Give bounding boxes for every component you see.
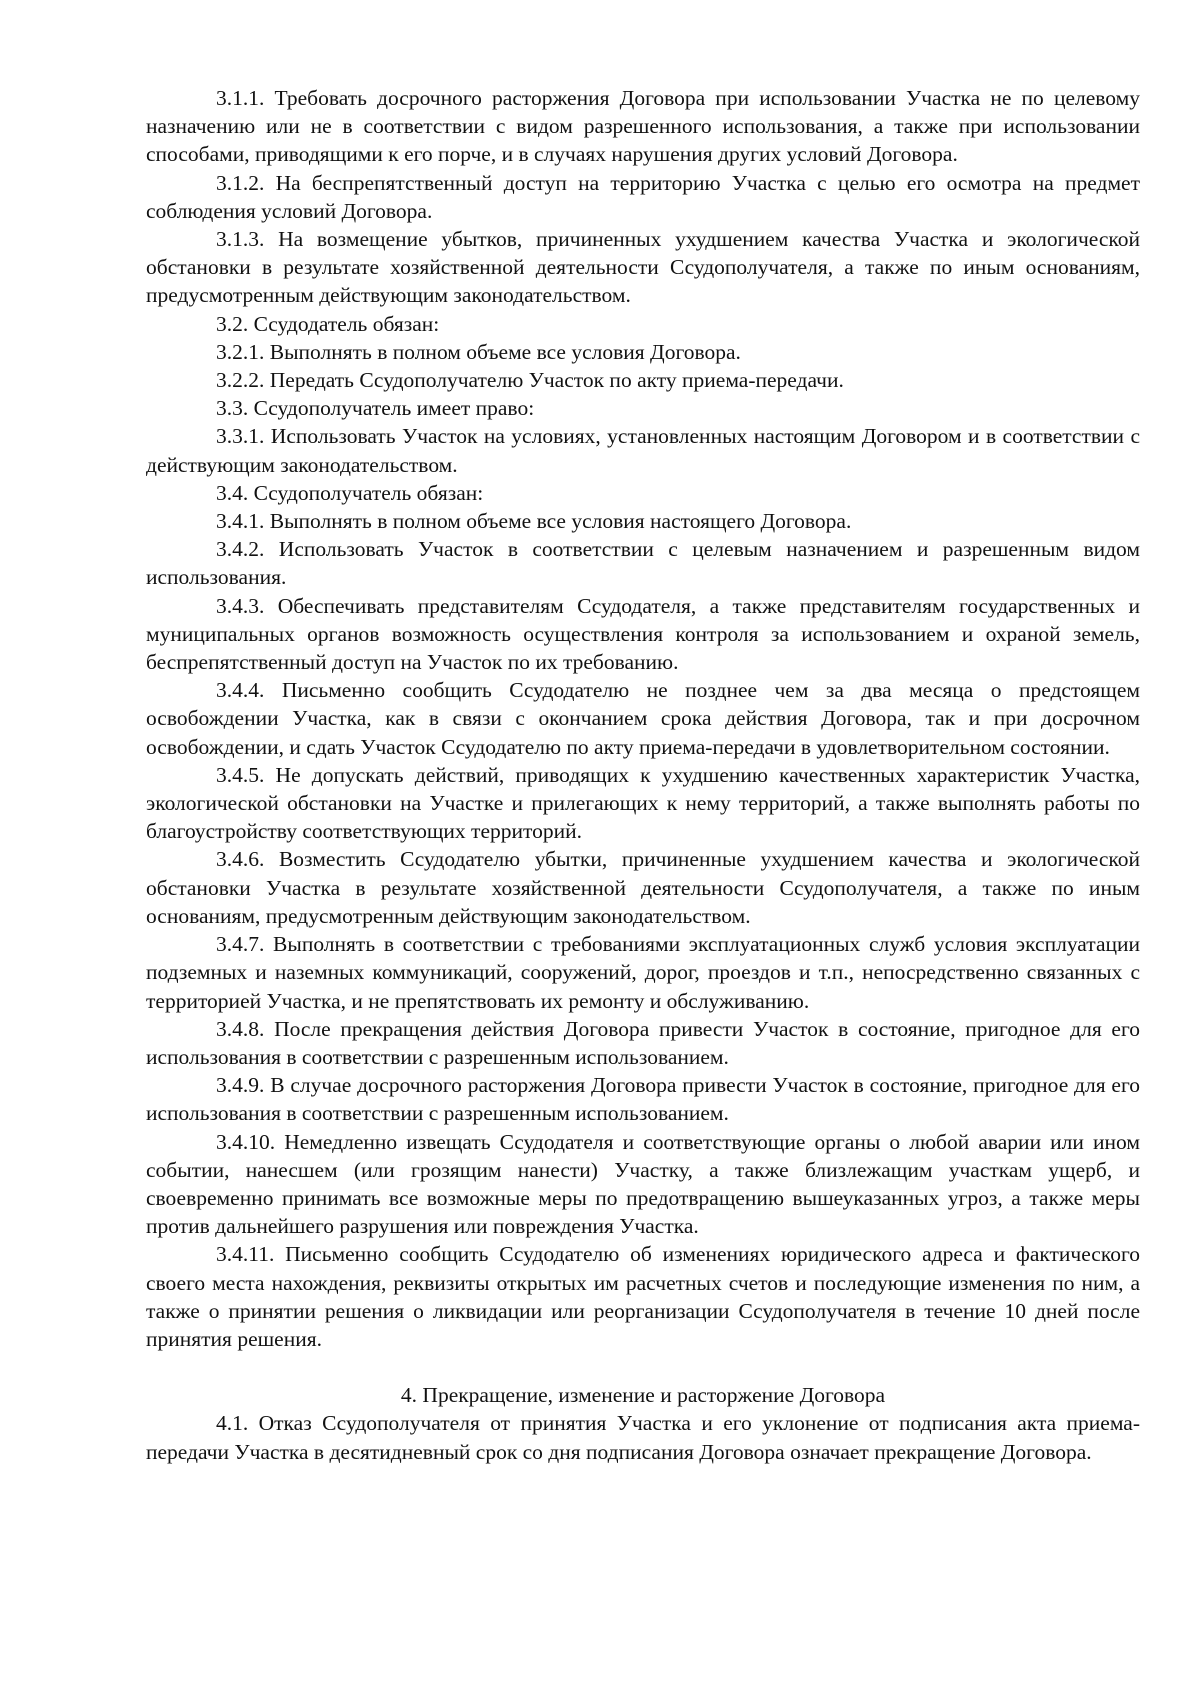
clause-3-4-11: 3.4.11. Письменно сообщить Ссудодателю об изменениях юридического адреса и фактического своего места нахождения, реквизиты открытых им расчетных счетов и последующие изменения по ним, а также о принятии решения о ликвидации или реорганизации Ссудополучателя в течение 10 дней после принятия решения. [146,1242,1140,1351]
clause-3-2-1: 3.2.1. Выполнять в полном объеме все условия Договора. [216,339,741,364]
clause-3-4-4: 3.4.4. Письменно сообщить Ссудодателю не позднее чем за два месяца о предстоящем освобождении Участка, как в связи с окончанием срока действия Договора, так и при досрочном освобождении, и сдать Участок Ссудодателю по акту приема-передачи в удовлетворительном состоянии. [146,678,1140,759]
clause-3-4-1: 3.4.1. Выполнять в полном объеме все условия настоящего Договора. [216,509,852,534]
clause-3-4-6: 3.4.6. Возместить Ссудодателю убытки, причиненные ухудшением качества и экологической обстановки Участка в результате хозяйственной деятельности Ссудополучателя, а также по иным основаниям, предусмотренным действующим законодательством. [146,847,1140,928]
clause-3-4-2: 3.4.2. Использовать Участок в соответствии с целевым назначением и разрешенным видом использования. [146,537,1140,590]
clause-3-1-3: 3.1.3. На возмещение убытков, причиненных ухудшением качества Участка и экологической обстановки в результате хозяйственной деятельности Ссудополучателя, а также по иным основаниям, предусмотренным действующим законодательством. [146,227,1140,308]
clause-3-4: 3.4. Ссудополучатель обязан: [216,480,484,505]
clause-3-4-7: 3.4.7. Выполнять в соответствии с требованиями эксплуатационных служб условия эксплуатации подземных и наземных коммуникаций, сооружений, дорог, проездов и т.п., непосредственно связанных с территорией Участка, и не препятствовать их ремонту и обслуживанию. [146,932,1140,1013]
clause-3-1-2: 3.1.2. На беспрепятственный доступ на территорию Участка с целью его осмотра на предмет соблюдения условий Договора. [146,170,1140,223]
clause-3-4-9: 3.4.9. В случае досрочного расторжения Договора привести Участок в состояние, пригодное для его использования в соответствии с разрешенным использованием. [146,1073,1140,1126]
section-4-heading: 4. Прекращение, изменение и расторжение Договора [400,1383,886,1408]
clause-3-2: 3.2. Ссудодатель обязан: [216,311,440,336]
clause-3-4-3: 3.4.3. Обеспечивать представителям Ссудодателя, а также представителям государственных и муниципальных органов возможность осуществления контроля за использованием и охраной земель, беспрепятственный доступ на Участок по их требованию. [146,593,1140,675]
clause-3-4-5: 3.4.5. Не допускать действий, приводящих к ухудшению качественных характеристик Участка, экологической обстановки на Участке и прилегающих к нему территорий, а также выполнять работы по благоустройству соответствующих территорий. [146,762,1140,844]
clause-3-2-2: 3.2.2. Передать Ссудополучателю Участок по акту приема-передачи. [216,368,844,393]
clause-3-4-10: 3.4.10. Немедленно извещать Ссудодателя и соответствующие органы о любой аварии или ином событии, нанесшем (или грозящим нанести) Участку, а также близлежащим участкам ущерб, и своевременно принимать все возможные меры по предотвращению вышеуказанных угроз, а также меры против дальнейшего разрушения или повреждения Участка. [146,1129,1140,1239]
clause-3-3-1: 3.3.1. Использовать Участок на условиях, установленных настоящим Договором и в соответствии с действующим законодательством. [146,424,1140,477]
document-page [146,84,1140,1466]
clause-3-4-8: 3.4.8. После прекращения действия Договора привести Участок в состояние, пригодное для его использования в соответствии с разрешенным использованием. [146,1016,1140,1069]
clause-3-1-1: 3.1.1. Требовать досрочного расторжения Договора при использовании Участка не по целевому назначению или не в соответствии с видом разрешенного использования, а также при использовании способами, приводящими к его порче, и в случаях нарушения других условий Договора. [146,86,1140,167]
clause-4-1: 4.1. Отказ Ссудополучателя от принятия Участка и его уклонение от подписания акта приема-передачи Участка в десятидневный срок со дня подписания Договора означает прекращение Договора. [146,1411,1140,1464]
clause-3-3: 3.3. Ссудополучатель имеет право: [216,396,535,421]
